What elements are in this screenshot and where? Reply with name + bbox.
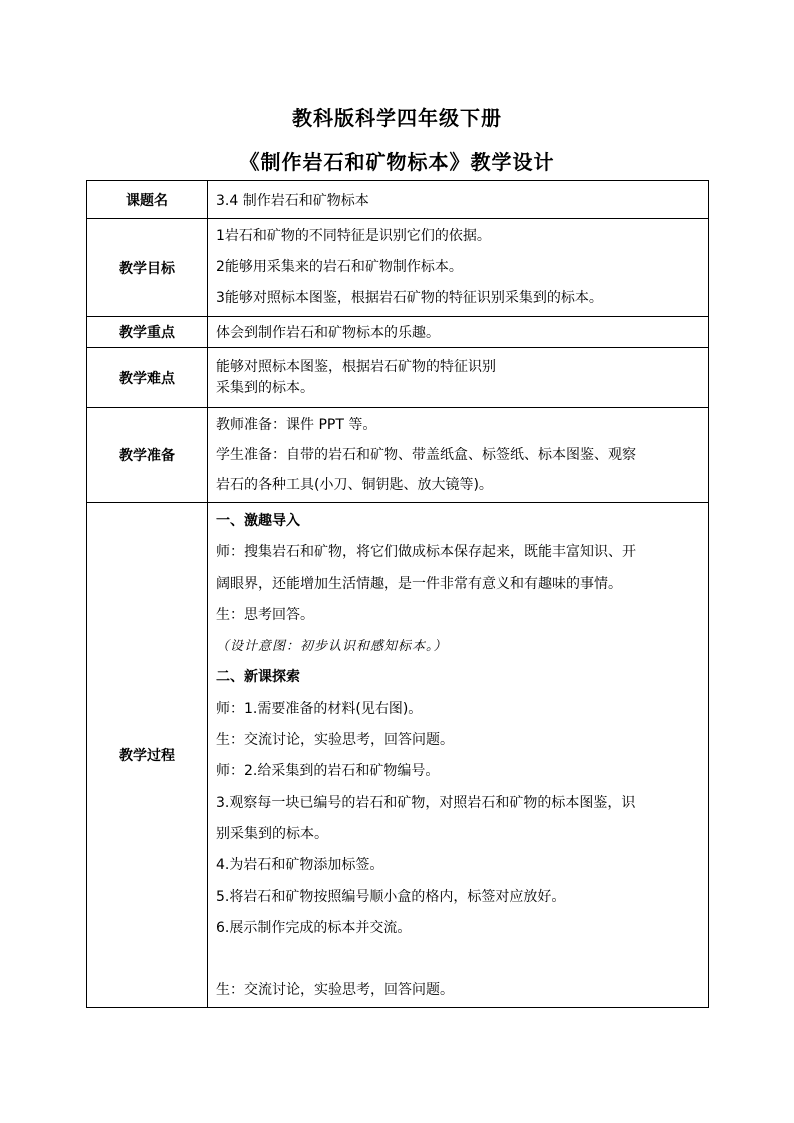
blank-line	[216, 944, 702, 975]
key-points-text: 体会到制作岩石和矿物标本的乐趣。	[216, 325, 440, 341]
process-section-heading: 一、激趣导入	[216, 513, 300, 529]
table-row-preparation	[87, 408, 709, 503]
topic-label: 课题名	[87, 181, 208, 219]
key-points-content	[208, 317, 709, 348]
process-line: 阔眼界，还能增加生活情趣，是一件非常有意义和有趣味的事情。	[216, 575, 622, 592]
difficulty-line: 能够对照标本图鉴，根据岩石矿物的特征识别	[216, 358, 496, 375]
process-line: 师：1.需要准备的材料(见右图)。	[216, 700, 423, 717]
table-row-topic	[87, 181, 709, 219]
objectives-content	[208, 219, 709, 317]
preparation-line: 岩石的各种工具(小刀、铜钥匙、放大镜等)。	[216, 477, 493, 493]
difficulty-line: 采集到的标本。	[216, 379, 314, 396]
objective-line: 3能够对照标本图鉴，根据岩石矿物的特征识别采集到的标本。	[216, 290, 603, 306]
process-section-heading: 二、新课探索	[216, 669, 300, 686]
process-label: 教学过程	[87, 503, 208, 1008]
preparation-line: 学生准备：自带的岩石和矿物、带盖纸盒、标签纸、标本图鉴、观察	[216, 447, 636, 463]
design-intent-note: （设计意图：初步认识和感知标本。）	[216, 639, 448, 655]
objective-line: 2能够用采集来的岩石和矿物制作标本。	[216, 259, 463, 275]
process-line: 别采集到的标本。	[216, 825, 328, 842]
preparation-content	[208, 408, 709, 503]
difficulties-label: 教学难点	[87, 348, 208, 408]
table-row-key-points	[87, 317, 709, 348]
document-subtitle: 《制作岩石和矿物标本》教学设计	[239, 150, 555, 174]
topic-value	[208, 181, 709, 219]
table-row-objectives	[87, 219, 709, 317]
topic-text: 3.4 制作岩石和矿物标本	[216, 192, 369, 209]
process-line: 6.展示制作完成的标本并交流。	[216, 919, 412, 936]
process-line: 师：2.给采集到的岩石和矿物编号。	[216, 763, 440, 780]
process-line: 生：交流讨论，实验思考，回答问题。	[216, 982, 454, 999]
preparation-line: 教师准备：课件 PPT 等。	[216, 417, 377, 433]
objectives-label: 教学目标	[87, 219, 208, 317]
difficulties-content	[208, 348, 709, 408]
process-line: 师：搜集岩石和矿物，将它们做成标本保存起来，既能丰富知识、开	[216, 544, 636, 561]
table-row-process	[87, 503, 709, 1008]
process-line: 生：交流讨论，实验思考，回答问题。	[216, 732, 454, 749]
process-content	[208, 503, 709, 1008]
process-line: 4.为岩石和矿物添加标签。	[216, 857, 384, 874]
lesson-plan-table	[86, 180, 709, 1008]
process-line: 5.将岩石和矿物按照编号顺小盒的格内，标签对应放好。	[216, 888, 566, 905]
preparation-label: 教学准备	[87, 408, 208, 503]
process-line: 3.观察每一块已编号的岩石和矿物，对照岩石和矿物的标本图鉴，识	[216, 794, 636, 811]
objective-line: 1岩石和矿物的不同特征是识别它们的依据。	[216, 228, 491, 244]
table-row-difficulties	[87, 348, 709, 408]
process-line: 生：思考回答。	[216, 606, 314, 623]
document-title: 教科版科学四年级下册	[292, 106, 502, 130]
key-points-label: 教学重点	[87, 317, 208, 348]
